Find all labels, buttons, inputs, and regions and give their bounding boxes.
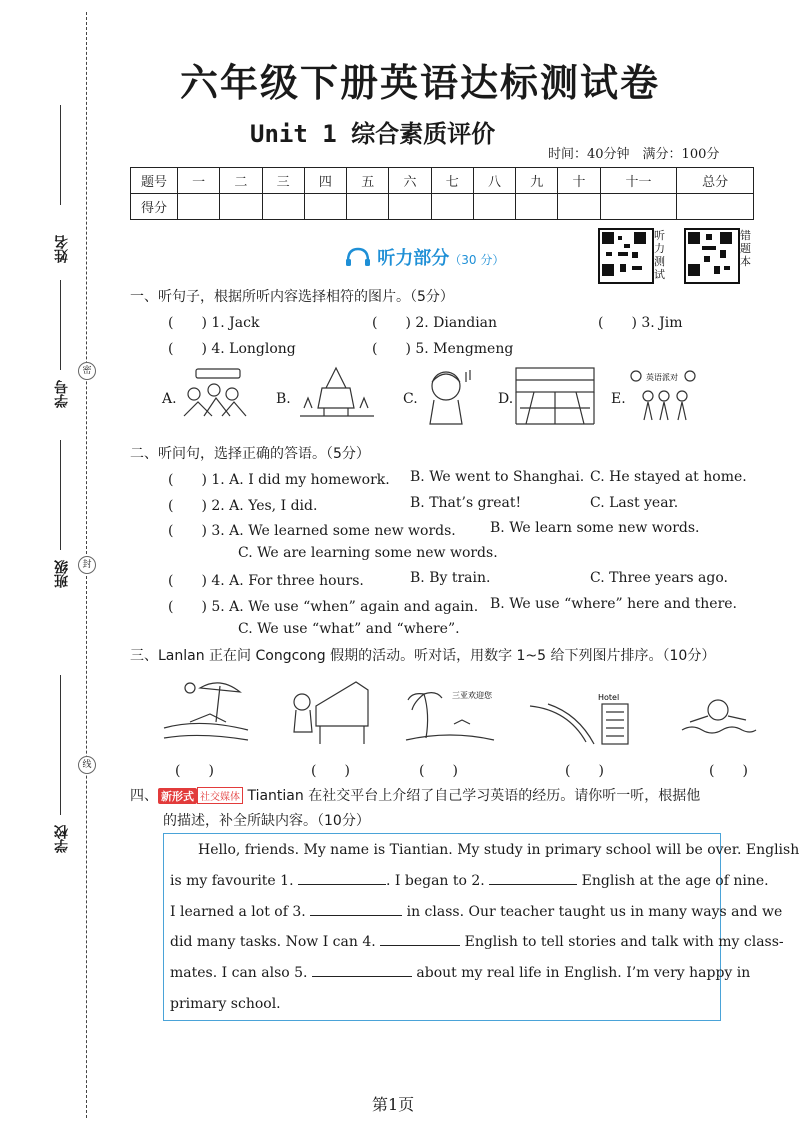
score-cell[interactable] xyxy=(220,194,262,220)
score-cell[interactable] xyxy=(558,194,600,220)
section-2-title: 二、听问句，选择正确的答语。（5分） xyxy=(130,446,370,462)
passage-text: mates. I can also 5. xyxy=(170,965,308,981)
qr-code-icon[interactable] xyxy=(684,228,740,284)
s2-q2-option-b[interactable]: B. That’s great! xyxy=(410,495,522,511)
pic-label-d: D. xyxy=(498,391,514,407)
s1-item-3[interactable]: ( ) 3. Jim xyxy=(598,315,683,331)
swimming-picture xyxy=(680,690,758,744)
pic-label-a: A. xyxy=(162,391,177,407)
temple-picture xyxy=(294,364,380,422)
passage-text: . I began to 2. xyxy=(385,873,485,889)
s2-q4-option-c[interactable]: C. Three years ago. xyxy=(590,570,728,586)
passage-line-3 xyxy=(170,904,782,920)
score-cell[interactable] xyxy=(304,194,346,220)
palm-beach-picture xyxy=(404,684,496,746)
page-title: 六年级下册英语达标测试卷 xyxy=(179,61,660,105)
score-table-header-row xyxy=(131,168,754,194)
page-subtitle xyxy=(250,114,495,149)
seal-marker: 线 xyxy=(78,756,96,774)
passage-line-5 xyxy=(170,965,750,981)
passage-text: I learned a lot of 3. xyxy=(170,904,306,920)
piano-picture xyxy=(286,676,372,748)
s2-q4-stem[interactable]: ( ) 4. A. For three hours. xyxy=(168,573,364,589)
table-col-header: 七 xyxy=(431,168,473,194)
s3-answer-bracket-1[interactable]: ( ) xyxy=(175,763,214,779)
passage-text: English to tell stories and talk with my class- xyxy=(464,934,784,950)
score-cell[interactable] xyxy=(600,194,677,220)
passage-line-4 xyxy=(170,934,784,950)
class-field[interactable] xyxy=(40,560,80,620)
table-col-header: 十 xyxy=(558,168,600,194)
blank-1[interactable] xyxy=(298,883,386,885)
pic-label-c: C. xyxy=(403,391,418,407)
s1-item-5[interactable]: ( ) 5. Mengmeng xyxy=(372,341,514,357)
blank-2[interactable] xyxy=(489,883,577,885)
score-table xyxy=(130,167,754,220)
passage-box xyxy=(163,833,800,1021)
hotel-text: Hotel xyxy=(598,693,620,702)
table-score-label: 得分 xyxy=(131,194,178,220)
table-col-header: 总分 xyxy=(677,168,754,194)
section-4-title xyxy=(130,785,700,805)
school-line xyxy=(60,675,61,815)
s2-q4-option-b[interactable]: B. By train. xyxy=(410,570,491,586)
passage-line-1: Hello, friends. My name is Tiantian. My study in primary school will be over. English xyxy=(198,842,800,858)
seal-marker: 密 xyxy=(78,362,96,380)
passage-text: is my favourite 1. xyxy=(170,873,294,889)
qr-code-icon[interactable] xyxy=(598,228,654,284)
pic-label-b: B. xyxy=(276,391,291,407)
subtitle-unit: Unit 1 xyxy=(250,120,337,148)
s2-q1-option-c[interactable]: C. He stayed at home. xyxy=(590,469,747,485)
student-id-label: 学号 xyxy=(54,380,70,408)
building-hall-picture xyxy=(514,364,596,426)
s2-q2-stem[interactable]: ( ) 2. A. Yes, I did. xyxy=(168,498,318,514)
s2-q5-option-c[interactable]: C. We use “what” and “where”. xyxy=(238,621,460,637)
section-4-instruction-cont: 的描述，补全所缺内容。（10分） xyxy=(163,813,370,829)
blank-5[interactable] xyxy=(312,975,412,977)
s2-q5-option-b[interactable]: B. We use “where” here and there. xyxy=(490,596,737,612)
score-cell[interactable] xyxy=(178,194,220,220)
name-label: 姓名 xyxy=(54,235,70,263)
s1-item-1[interactable]: ( ) 1. Jack xyxy=(168,315,260,331)
table-col-header: 八 xyxy=(473,168,515,194)
blank-4[interactable] xyxy=(380,944,460,946)
passage-line-2 xyxy=(170,873,769,889)
score-cell[interactable] xyxy=(347,194,389,220)
passage-text: English at the age of nine. xyxy=(581,873,769,889)
s2-q1-stem[interactable]: ( ) 1. A. I did my homework. xyxy=(168,472,390,488)
s3-answer-bracket-2[interactable]: ( ) xyxy=(311,763,350,779)
table-col-header: 九 xyxy=(516,168,558,194)
girl-singing-picture xyxy=(418,364,478,428)
s1-item-2[interactable]: ( ) 2. Diandian xyxy=(372,315,498,331)
s3-answer-bracket-5[interactable]: ( ) xyxy=(709,763,748,779)
table-col-header: 六 xyxy=(389,168,431,194)
score-cell[interactable] xyxy=(677,194,754,220)
headphones-icon xyxy=(345,247,371,267)
seal-marker: 封 xyxy=(78,556,96,574)
s2-q5-stem[interactable]: ( ) 5. A. We use “when” again and again. xyxy=(168,599,479,615)
social-media-tag: 社交媒体 xyxy=(197,787,243,804)
listening-heading xyxy=(345,244,504,270)
s3-answer-bracket-4[interactable]: ( ) xyxy=(565,763,604,779)
score-table-score-row xyxy=(131,194,754,220)
blank-3[interactable] xyxy=(310,914,402,916)
section-4-number: 四、 xyxy=(130,788,158,804)
score-cell[interactable] xyxy=(473,194,515,220)
table-col-header: 五 xyxy=(347,168,389,194)
school-field[interactable] xyxy=(40,825,80,885)
passage-text: did many tasks. Now I can 4. xyxy=(170,934,376,950)
kids-party-picture xyxy=(178,366,248,424)
s2-q2-option-c[interactable]: C. Last year. xyxy=(590,495,679,511)
passage-line-6: primary school. xyxy=(170,996,281,1012)
listening-title: 听力部分 xyxy=(377,248,450,269)
score-cell[interactable] xyxy=(431,194,473,220)
english-party-picture xyxy=(628,366,698,424)
s2-q3-option-c[interactable]: C. We are learning some new words. xyxy=(238,545,498,561)
sanya-welcome-text: 三亚欢迎您 xyxy=(452,691,492,700)
table-header-label: 题号 xyxy=(131,168,178,194)
class-label: 班级 xyxy=(54,560,70,588)
score-cell[interactable] xyxy=(262,194,304,220)
section-4-instruction: Tiantian 在社交平台上介绍了自己学习英语的经历。请你听一听，根据他 xyxy=(247,788,701,804)
s2-q3-option-b[interactable]: B. We learn some new words. xyxy=(490,520,700,536)
new-format-tag: 新形式 xyxy=(158,788,197,804)
qr-label-listening: 听力测试 xyxy=(654,229,665,281)
beach-umbrella-picture xyxy=(160,678,252,744)
time-info: 时间：40分钟 满分：100分 xyxy=(548,147,720,162)
section-3-title: 三、Lanlan 正在问 Congcong 假期的活动。听对话，用数字 1~5 给下列图片排序。（10分） xyxy=(130,648,716,664)
picture-tag-english-party: 英语派对 xyxy=(646,373,678,382)
page-number: 第1页 xyxy=(372,1095,415,1114)
s2-q3-stem[interactable]: ( ) 3. A. We learned some new words. xyxy=(168,523,456,539)
hotel-coast-picture xyxy=(528,690,644,746)
table-col-header: 二 xyxy=(220,168,262,194)
score-cell[interactable] xyxy=(389,194,431,220)
score-cell[interactable] xyxy=(516,194,558,220)
subtitle-cn: 综合素质评价 xyxy=(351,120,496,148)
s3-answer-bracket-3[interactable]: ( ) xyxy=(419,763,458,779)
class-line xyxy=(60,440,61,550)
table-col-header: 十一 xyxy=(600,168,677,194)
school-label: 学校 xyxy=(54,825,70,853)
passage-text: in class. Our teacher taught us in many ways and we xyxy=(406,904,783,920)
qr-label-mistakes: 错题本 xyxy=(740,229,751,268)
name-line xyxy=(60,105,61,205)
section-1-title: 一、听句子，根据所听内容选择相符的图片。（5分） xyxy=(130,289,454,305)
s2-q1-option-b[interactable]: B. We went to Shanghai. xyxy=(410,469,585,485)
table-col-header: 四 xyxy=(304,168,346,194)
table-col-header: 一 xyxy=(178,168,220,194)
student-id-field[interactable] xyxy=(40,380,80,440)
listening-points: （30 分） xyxy=(449,253,505,267)
passage-text: about my real life in English. I’m very happy in xyxy=(416,965,751,981)
table-col-header: 三 xyxy=(262,168,304,194)
pic-label-e: E. xyxy=(611,391,626,407)
s1-item-4[interactable]: ( ) 4. Longlong xyxy=(168,341,296,357)
student-id-line xyxy=(60,280,61,370)
